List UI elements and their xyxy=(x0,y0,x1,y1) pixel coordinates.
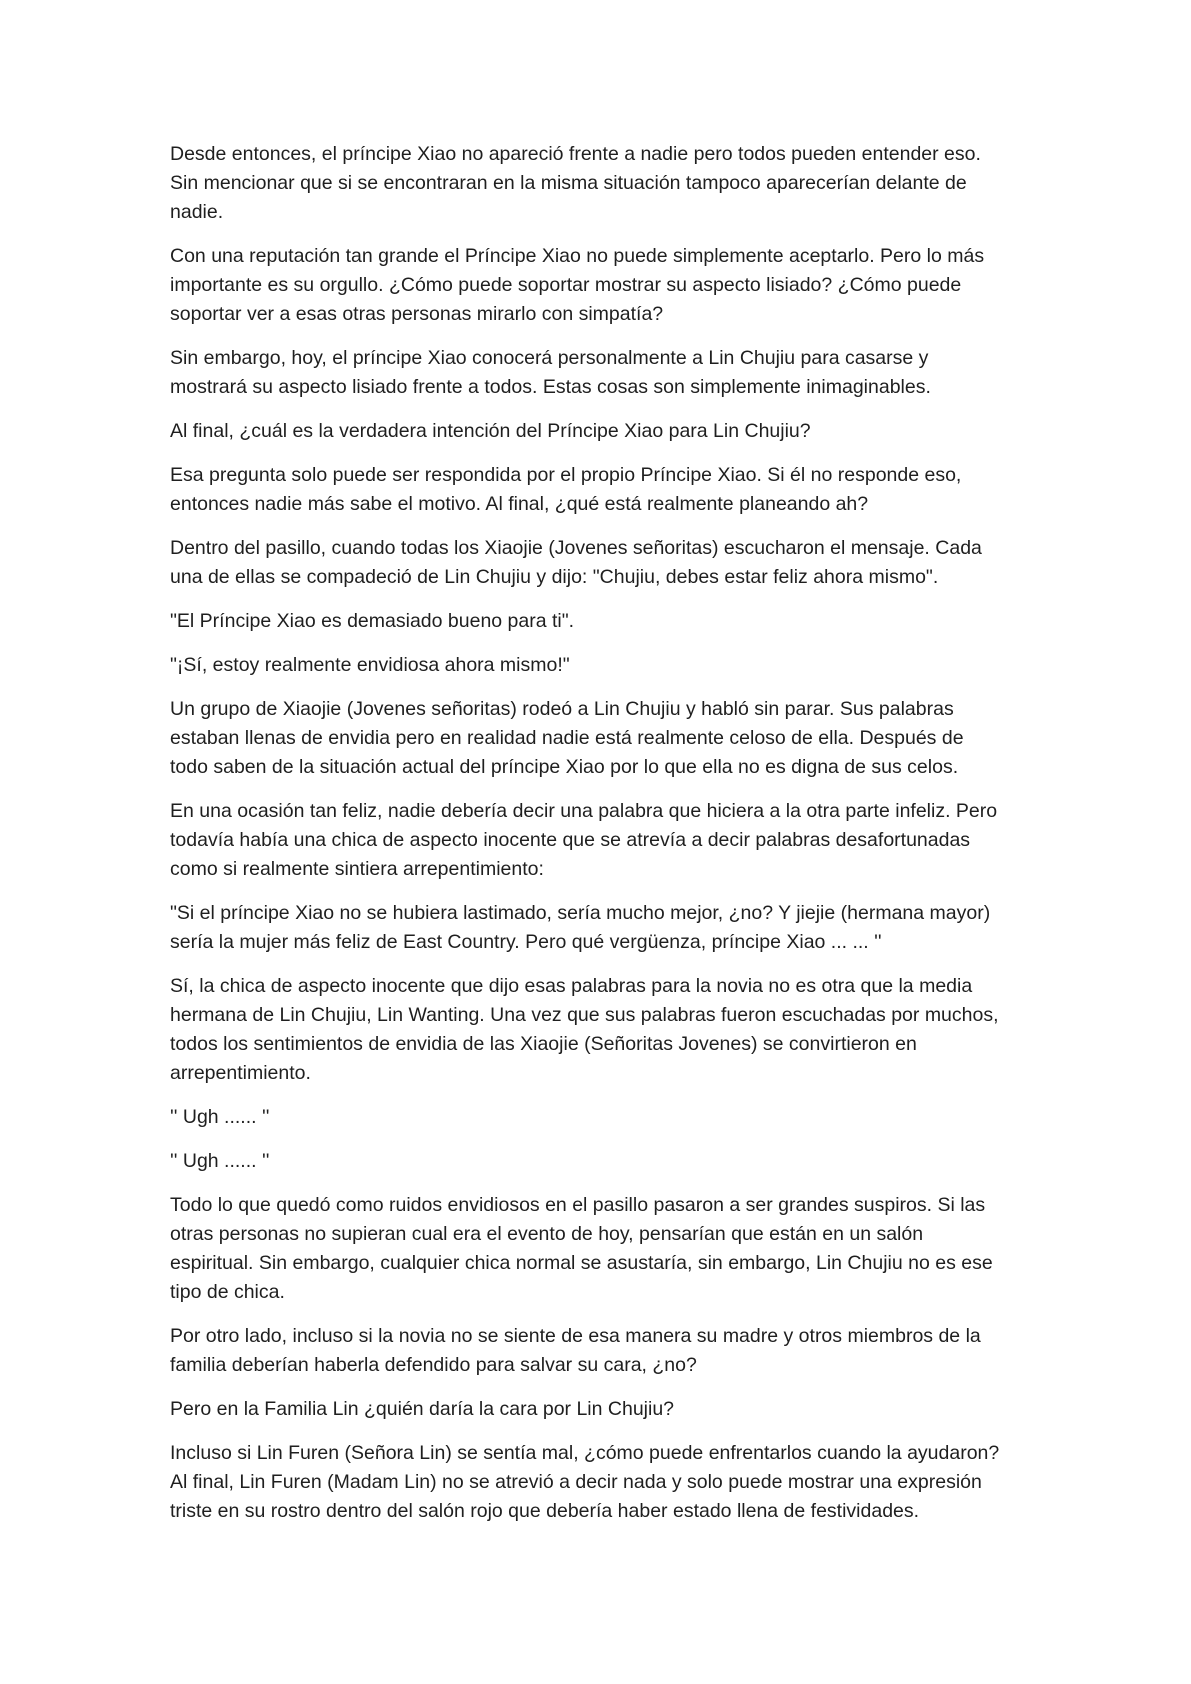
paragraph: "¡Sí, estoy realmente envidiosa ahora mismo!" xyxy=(170,654,570,676)
paragraph: Esa pregunta solo puede ser respondida por el propio Príncipe Xiao. Si él no responde eso, entonces nadie más sabe el motivo. Al final, ¿qué está realmente planeando ah? xyxy=(170,464,962,515)
document-page xyxy=(170,140,1030,1541)
paragraph: Por otro lado, incluso si la novia no se siente de esa manera su madre y otros miembros de la familia deberían haberla defendido para salvar su cara, ¿no? xyxy=(170,1325,981,1376)
paragraph: Al final, ¿cuál es la verdadera intención del Príncipe Xiao para Lin Chujiu? xyxy=(170,420,811,442)
paragraph: Todo lo que quedó como ruidos envidiosos en el pasillo pasaron a ser grandes suspiros. Si las otras personas no supieran cual era el evento de hoy, pensarían que están en un salón espiritual. Sin embargo, cualquier chica normal se asustaría, sin embargo, Lin Chujiu no es ese tipo de chica. xyxy=(170,1194,993,1303)
paragraph: Dentro del pasillo, cuando todas los Xiaojie (Jovenes señoritas) escucharon el mensaje. Cada una de ellas se compadeció de Lin Chujiu y dijo: "Chujiu, debes estar feliz ahora mismo". xyxy=(170,537,982,588)
paragraph: "Si el príncipe Xiao no se hubiera lastimado, sería mucho mejor, ¿no? Y jiejie (hermana mayor) sería la mujer más feliz de East Country. Pero qué vergüenza, príncipe Xiao ... ... '' xyxy=(170,902,991,953)
paragraph: Un grupo de Xiaojie (Jovenes señoritas) rodeó a Lin Chujiu y habló sin parar. Sus palabras estaban llenas de envidia pero en realidad nadie está realmente celoso de ella. Después de todo saben de la situación actual del príncipe Xiao por lo que ella no es digna de sus celos. xyxy=(170,698,964,778)
paragraph: Sin embargo, hoy, el príncipe Xiao conocerá personalmente a Lin Chujiu para casarse y mostrará su aspecto lisiado frente a todos. Estas cosas son simplemente inimaginables. xyxy=(170,347,931,398)
paragraph: Pero en la Familia Lin ¿quién daría la cara por Lin Chujiu? xyxy=(170,1398,675,1420)
paragraph: En una ocasión tan feliz, nadie debería decir una palabra que hiciera a la otra parte infeliz. Pero todavía había una chica de aspecto inocente que se atrevía a decir palabras desafortunadas como si realmente sintiera arrepentimiento: xyxy=(170,800,998,880)
paragraph: Con una reputación tan grande el Príncipe Xiao no puede simplemente aceptarlo. Pero lo más importante es su orgullo. ¿Cómo puede soportar mostrar su aspecto lisiado? ¿Cómo puede soportar ver a esas otras personas mirarlo con simpatía? xyxy=(170,245,985,325)
paragraph: Desde entonces, el príncipe Xiao no apareció frente a nadie pero todos pueden entender eso. Sin mencionar que si se encontraran en la misma situación tampoco aparecerían delante de nadie. xyxy=(170,143,981,223)
paragraph: '' Ugh ...... '' xyxy=(170,1150,270,1172)
paragraph: Incluso si Lin Furen (Señora Lin) se sentía mal, ¿cómo puede enfrentarlos cuando la ayudaron? Al final, Lin Furen (Madam Lin) no se atrevió a decir nada y solo puede mostrar una expresión triste en su rostro dentro del salón rojo que debería haber estado llena de festividades. xyxy=(170,1442,1000,1522)
paragraph: '' Ugh ...... '' xyxy=(170,1106,270,1128)
paragraph: Sí, la chica de aspecto inocente que dijo esas palabras para la novia no es otra que la media hermana de Lin Chujiu, Lin Wanting. Una vez que sus palabras fueron escuchadas por muchos, todos los sentimientos de envidia de las Xiaojie (Señoritas Jovenes) se convirtieron en arrepentimiento. xyxy=(170,975,999,1084)
paragraph: "El Príncipe Xiao es demasiado bueno para ti". xyxy=(170,610,575,632)
